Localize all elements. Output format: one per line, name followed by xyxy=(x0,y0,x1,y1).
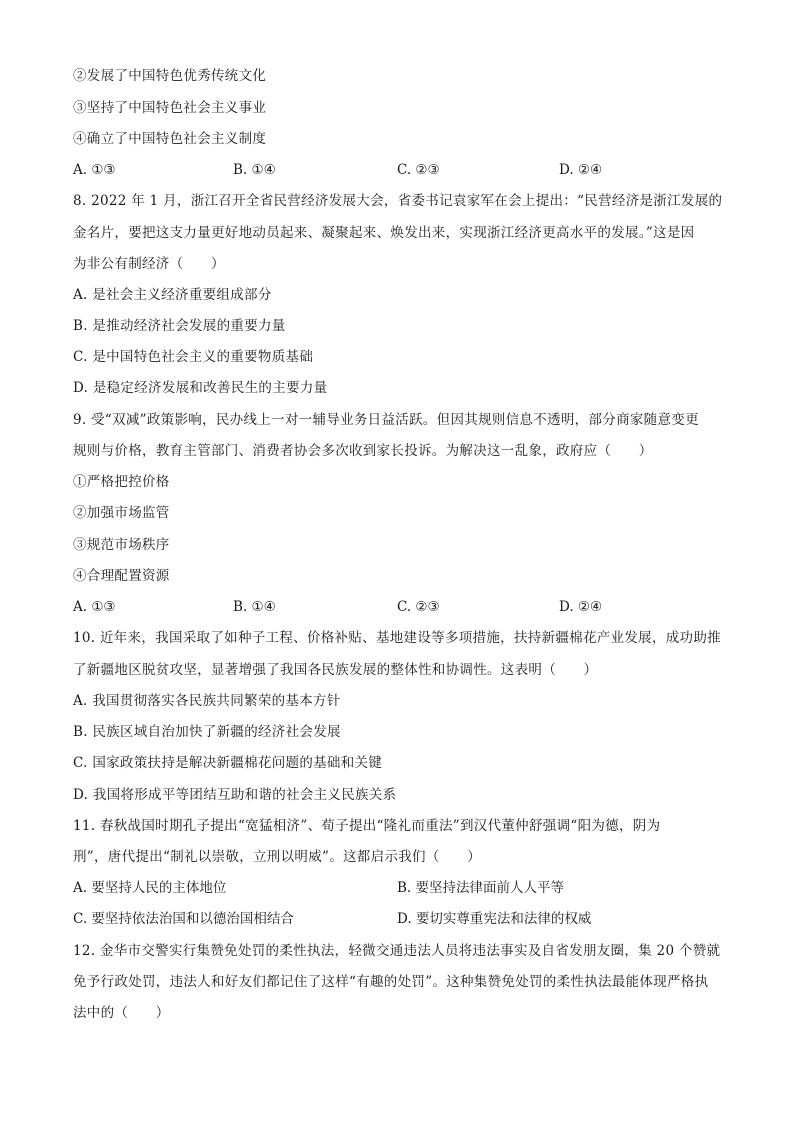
q11-option-b: B. 要坚持法律面前人人平等 xyxy=(397,880,565,896)
q7-item-2: ②发展了中国特色优秀传统文化 xyxy=(73,68,267,84)
q11-options-row-1 xyxy=(73,878,733,898)
q9-item-4: ④合理配置资源 xyxy=(73,568,170,584)
q8-stem-line-2: 金名片，要把这支力量更好地动员起来、凝聚起来、焕发出来，实现浙江经济更高水平的发展。”这是因 xyxy=(73,225,695,241)
q7-options xyxy=(73,160,733,180)
q7-item-3: ③坚持了中国特色社会主义事业 xyxy=(73,100,267,116)
q7-option-a: A. ①③ xyxy=(73,162,116,178)
q11-option-d: D. 要切实尊重宪法和法律的权威 xyxy=(397,911,592,927)
q7-item-4: ④确立了中国特色社会主义制度 xyxy=(73,131,267,147)
q8-option-a: A. 是社会主义经济重要组成部分 xyxy=(73,287,272,303)
q10-option-c: C. 国家政策扶持是解决新疆棉花问题的基础和关键 xyxy=(73,755,383,771)
q12-stem-line-2: 免予行政处罚，违法人和好友们都记住了这样“有趣的处罚”。这种集赞免处罚的柔性执法最能体现严格执 xyxy=(73,974,709,990)
q8-option-c: C. 是中国特色社会主义的重要物质基础 xyxy=(73,349,314,365)
q9-item-2: ②加强市场监管 xyxy=(73,505,170,521)
q10-option-b: B. 民族区域自治加快了新疆的经济社会发展 xyxy=(73,724,341,740)
q9-option-d: D. ②④ xyxy=(559,599,603,615)
q11-option-c: C. 要坚持依法治国和以德治国相结合 xyxy=(73,911,294,927)
q9-option-c: C. ②③ xyxy=(397,599,440,615)
q9-item-3: ③规范市场秩序 xyxy=(73,537,170,553)
q10-option-d: D. 我国将形成平等团结互助和谐的社会主义民族关系 xyxy=(73,787,397,803)
q9-option-b: B. ①④ xyxy=(233,599,276,615)
q10-stem-line-2: 了新疆地区脱贫攻坚，显著增强了我国各民族发展的整体性和协调性。这表明（ ） xyxy=(73,662,598,678)
q8-stem-line-1: 8. 2022 年 1 月，浙江召开全省民营经济发展大会，省委书记袁家军在会上提出：“民营经济是浙江发展的 xyxy=(73,193,723,209)
q8-option-b: B. 是推动经济社会发展的重要力量 xyxy=(73,318,286,334)
q9-option-a: A. ①③ xyxy=(73,599,116,615)
q7-option-c: C. ②③ xyxy=(397,162,440,178)
q11-stem-line-2: 刑”，唐代提出“制礼以崇敬，立刑以明威”。这都启示我们（ ） xyxy=(73,849,482,865)
q10-stem-line-1: 10. 近年来，我国采取了如种子工程、价格补贴、基地建设等多项措施，扶持新疆棉花产业发展，成功助推 xyxy=(73,630,721,646)
q12-stem-line-3: 法中的（ ） xyxy=(73,1005,170,1021)
q11-options-row-2 xyxy=(73,909,733,929)
q7-option-b: B. ①④ xyxy=(233,162,276,178)
q11-stem-line-1: 11. 春秋战国时期孔子提出“宽猛相济”、荀子提出“隆礼而重法”到汉代董仲舒强调“阳为德，阴为 xyxy=(73,818,661,834)
q9-item-1: ①严格把控价格 xyxy=(73,474,170,490)
q10-option-a: A. 我国贯彻落实各民族共同繁荣的基本方针 xyxy=(73,693,341,709)
q9-stem-line-2: 规则与价格，教育主管部门、消费者协会多次收到家长投诉。为解决这一乱象，政府应（ ） xyxy=(73,443,653,459)
q11-option-a: A. 要坚持人民的主体地位 xyxy=(73,880,227,896)
q8-stem-line-3: 为非公有制经济（ ） xyxy=(73,256,225,272)
q9-options xyxy=(73,597,733,617)
q7-option-d: D. ②④ xyxy=(559,162,603,178)
q8-option-d: D. 是稳定经济发展和改善民生的主要力量 xyxy=(73,380,328,396)
q12-stem-line-1: 12. 金华市交警实行集赞免处罚的柔性执法，轻微交通违法人员将违法事实及自省发朋友圈，集 20 个赞就 xyxy=(73,943,721,959)
q9-stem-line-1: 9. 受“双减”政策影响，民办线上一对一辅导业务日益活跃。但因其规则信息不透明，部分商家随意变更 xyxy=(73,412,699,428)
